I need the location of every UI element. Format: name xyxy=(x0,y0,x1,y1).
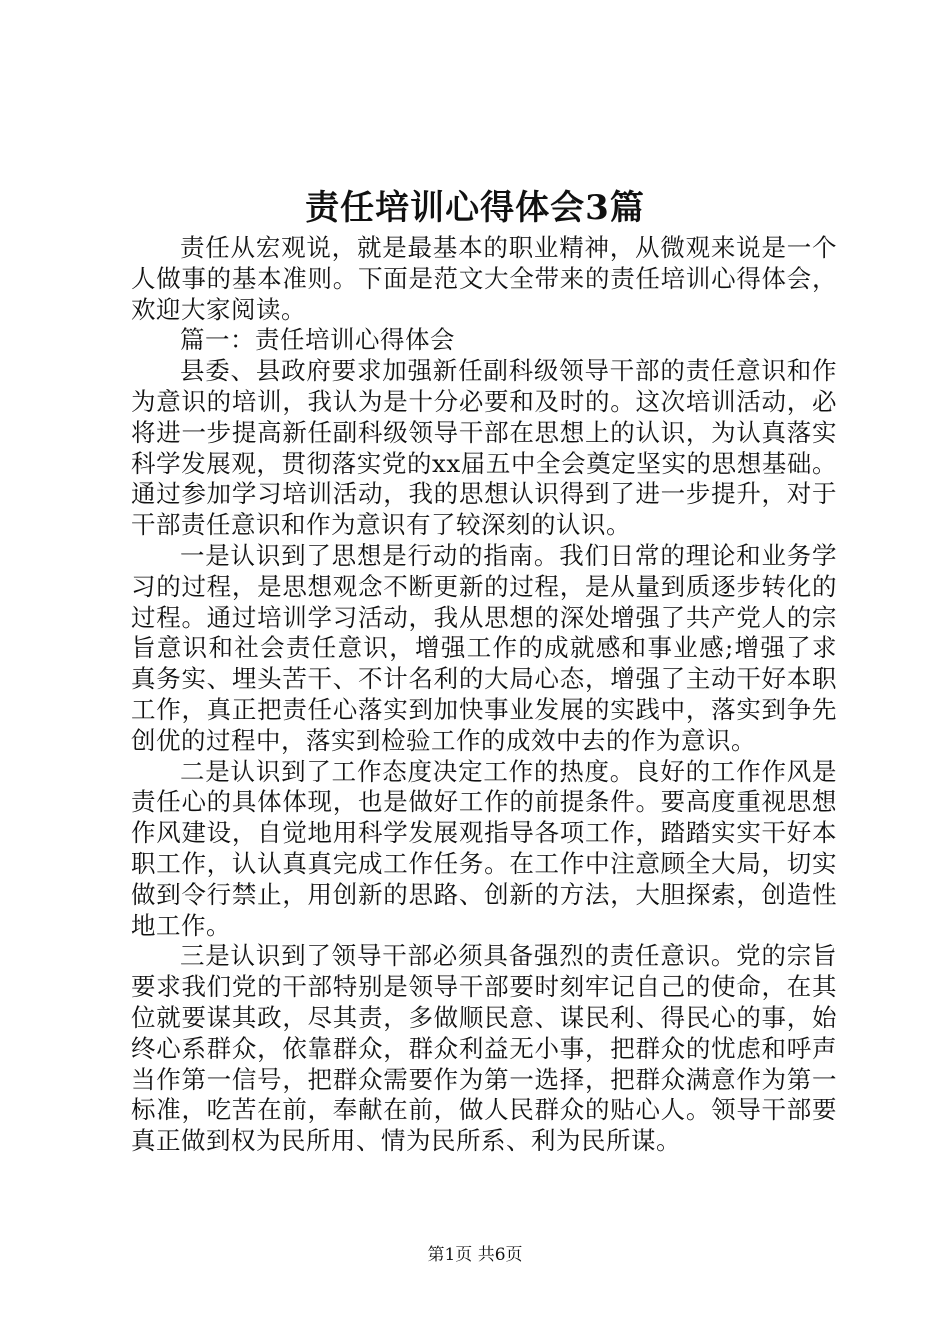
intro-paragraph: 责任从宏观说，就是最基本的职业精神，从微观来说是一个人做事的基本准则。下面是范文大全带来的责任培训心得体会，欢迎大家阅读。 xyxy=(131,233,837,324)
document-title: 责任培训心得体会3篇 xyxy=(305,188,645,228)
page-footer: 第1页 共6页 xyxy=(427,1245,523,1265)
document-body xyxy=(131,233,837,1157)
section-heading: 篇一：责任培训心得体会 xyxy=(180,325,455,355)
body-paragraph: 二是认识到了工作态度决定工作的热度。良好的工作作风是责任心的具体体现，也是做好工作的前提条件。要高度重视思想作风建设，自觉地用科学发展观指导各项工作，踏踏实实干好本职工作，认认真真完成工作任务。在工作中注意顾全大局，切实做到令行禁止，用创新的思路、创新的方法，大胆探索，创造性地工作。 xyxy=(131,756,837,940)
body-paragraph: 一是认识到了思想是行动的指南。我们日常的理论和业务学习的过程，是思想观念不断更新的过程，是从量到质逐步转化的过程。通过培训学习活动，我从思想的深处增强了共产党人的宗旨意识和社会责任意识，增强工作的成就感和事业感;增强了求真务实、埋头苦干、不计名利的大局心态，增强了主动干好本职工作，真正把责任心落实到加快事业发展的实践中，落实到争先创优的过程中，落实到检验工作的成效中去的作为意识。 xyxy=(131,540,837,755)
body-paragraph: 县委、县政府要求加强新任副科级领导干部的责任意识和作为意识的培训，我认为是十分必要和及时的。这次培训活动，必将进一步提高新任副科级领导干部在思想上的认识，为认真落实科学发展观，贯彻落实党的xx届五中全会奠定坚实的思想基础。通过参加学习培训活动，我的思想认识得到了进一步提升，对于干部责任意识和作为意识有了较深刻的认识。 xyxy=(131,356,837,540)
body-paragraph: 三是认识到了领导干部必须具备强烈的责任意识。党的宗旨要求我们党的干部特别是领导干部要时刻牢记自己的使命，在其位就要谋其政，尽其责，多做顺民意、谋民利、得民心的事，始终心系群众，依靠群众，群众利益无小事，把群众的忧虑和呼声当作第一信号，把群众需要作为第一选择，把群众满意作为第一标准，吃苦在前，奉献在前，做人民群众的贴心人。领导干部要真正做到权为民所用、情为民所系、利为民所谋。 xyxy=(131,941,837,1156)
